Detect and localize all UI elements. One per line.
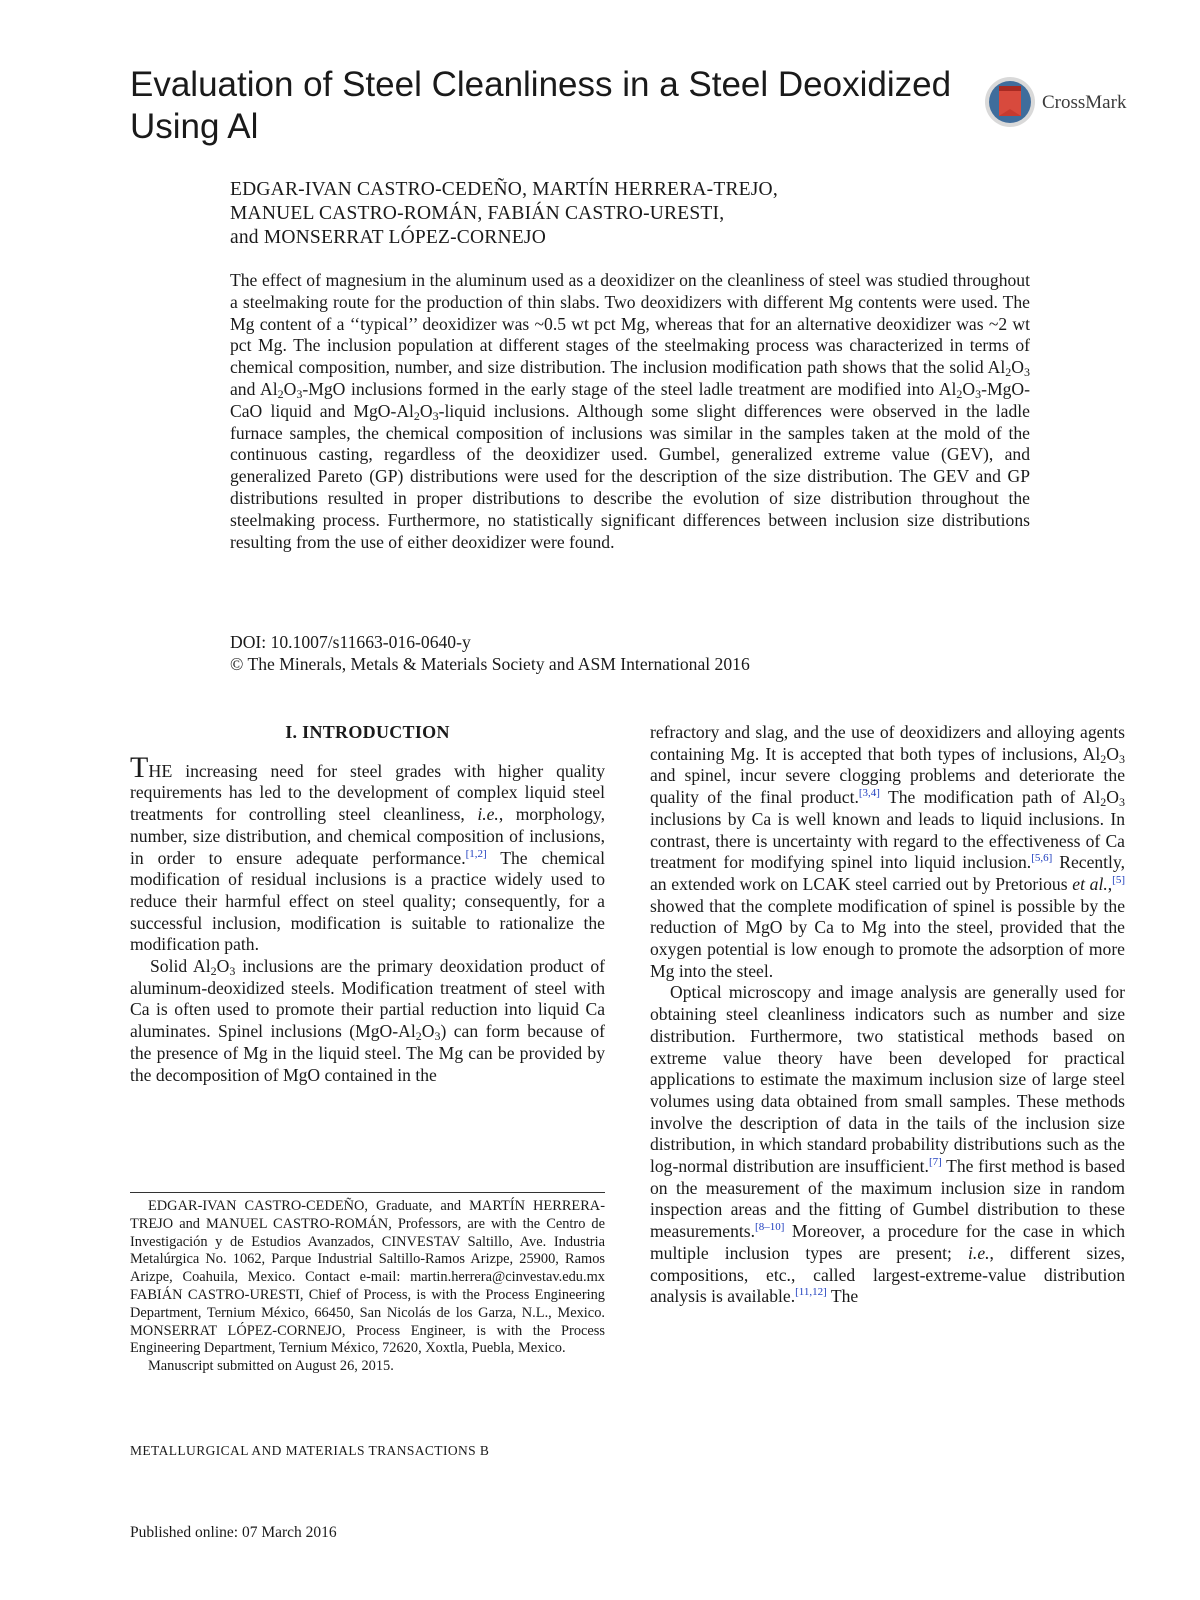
drop-cap: T — [130, 750, 149, 784]
author-line: and MONSERRAT LÓPEZ-CORNEJO — [230, 227, 546, 248]
copyright-line: © The Minerals, Metals & Materials Society and ASM International 2016 — [230, 654, 750, 674]
author-affiliations-footnote — [130, 1198, 605, 1376]
submission-date: Manuscript submitted on August 26, 2015. — [148, 1358, 394, 1375]
intro-paragraph: Solid $Al_2O_3$ inclusions are the primary deoxidation product of aluminum-deoxidized steels. Modification treatment of steel with Ca is often used to promote their partial reduction into liquid Ca aluminates. Spinel inclusions $(MgO-Al_2O_3)$ can form because of the presence of Mg in the liquid steel. The Mg can be provided by the decomposition of MgO contained in the — [130, 956, 605, 1085]
author-list — [230, 178, 1030, 250]
crossmark-label: CrossMark — [1042, 92, 1127, 113]
doi-block — [230, 631, 1030, 675]
citation-link[interactable]: [1,2] — [465, 847, 487, 860]
citation-link[interactable]: [5] — [1112, 873, 1125, 886]
intro-paragraph: THE increasing need for steel grades with higher quality requirements has led to the development of complex liquid steel treatments for controlling steel cleanliness, i.e., morphology, number, size distribution, and chemical composition of inclusions, in order to ensure adequate performance.[1,2] The chemical modification of residual inclusions is a practice widely used to reduce their harmful effect on steel quality; consequently, for a successful inclusion, modification is suitable to rationalize the modification path. — [130, 750, 605, 955]
doi-link[interactable]: DOI: 10.1007/s11663-016-0640-y — [230, 632, 471, 652]
abstract: The effect of magnesium in the aluminum used as a deoxidizer on the cleanliness of steel was studied throughout a steelmaking route for the production of thin slabs. Two deoxidizers with different Mg contents were used. The Mg content of a ‘‘typical’’ deoxidizer was ~0.5 wt pct Mg, whereas that for an alternative deoxidizer was ~2 wt pct Mg. The inclusion population at different stages of the steelmaking process was characterized in terms of chemical composition, number, and size distribution. The inclusion modification path shows that the solid $Al_2O_3$ and $Al_2O_3$-MgO inclusions formed in the early stage of the steel ladle treatment are modified into $Al_2O_3-MgO$-CaO liquid and MgO-$Al_2O_3$-liquid inclusions. Although some slight differences were observed in the ladle furnace samples, the chemical composition of inclusions was similar in the samples taken at the mold of the continuous casting, regardless of the deoxidizer used. Gumbel, generalized extreme value (GEV), and generalized Pareto (GP) distributions were used for the description of the size distribution. The GEV and GP distributions resulted in proper distributions to describe the evolution of size distribution throughout the steelmaking process. Furthermore, no statistically significant differences between inclusion size distributions resulting from the use of either deoxidizer were found. — [230, 270, 1030, 552]
citation-link[interactable]: [8–10] — [755, 1221, 785, 1234]
paper-title: Evaluation of Steel Cleanliness in a Steel Deoxidized Using Al — [130, 65, 952, 146]
author-line: EDGAR-IVAN CASTRO-CEDEÑO, MARTÍN HERRERA-TREJO, — [230, 179, 778, 200]
section-heading: I. INTRODUCTION — [285, 722, 450, 742]
crossmark-icon — [984, 76, 1036, 128]
author-line: MANUEL CASTRO-ROMÁN, FABIÁN CASTRO-URESTI, — [230, 203, 725, 224]
intro-paragraph: Optical microscopy and image analysis are generally used for obtaining steel cleanliness indicators such as number and size distribution. Furthermore, two statistical methods based on extreme value theory have been developed for practical applications to estimate the maximum inclusion size of large steel volumes using data obtained from small samples. These methods involve the description of data in the tails of the inclusion size distribution, in which standard probability distributions such as the log-normal distribution are insufficient.[7] The first method is based on the measurement of the maximum inclusion size in random inspection areas and the fitting of Gumbel distribution to these measurements.[8–10] Moreover, a procedure for the case in which multiple inclusion types are present; i.e., different sizes, compositions, etc., called largest-extreme-value distribution analysis is available.[11,12] The — [650, 982, 1125, 1307]
affiliation-text: EDGAR-IVAN CASTRO-CEDEÑO, Graduate, and MARTÍN HERRERA-TREJO and MANUEL CASTRO-ROMÁN, Professors, are with the Centro de Investigación y de Estudios Avanzados, CINVESTAV Saltillo, Ave. Industria Metalúrgica No. 1062, Parque Industrial Saltillo-Ramos Arizpe, 25900, Ramos Arizpe, Coahuila, Mexico. Contact e-mail: martin.herrera@cinvestav.edu.mx FABIÁN CASTRO-URESTI, Chief of Process, is with the Process Engineering Department, Ternium México, 66450, San Nicolás de los Garza, N.L., Mexico. MONSERRAT LÓPEZ-CORNEJO, Process Engineer, is with the Process Engineering Department, Ternium México, 72620, Xoxtla, Puebla, Mexico. — [130, 1198, 605, 1357]
citation-link[interactable]: [11,12] — [795, 1286, 827, 1299]
publication-date: Published online: 07 March 2016 — [130, 1524, 337, 1541]
citation-link[interactable]: [3,4] — [858, 787, 880, 800]
right-column — [650, 722, 1125, 1308]
crossmark-badge[interactable] — [984, 76, 1154, 132]
left-column — [130, 722, 605, 1086]
footnote-divider — [130, 1192, 605, 1193]
intro-paragraph: refractory and slag, and the use of deoxidizers and alloying agents containing Mg. It is accepted that both types of inclusions, $Al_2O_3$ and spinel, incur severe clogging problems and deteriorate the quality of the final product.[3,4] The modification path of $Al_2O_3$ inclusions by Ca is well known and leads to liquid inclusions. In contrast, there is uncertainty with regard to the effectiveness of Ca treatment for modifying spinel into liquid inclusion.[5,6] Recently, an extended work on LCAK steel carried out by Pretorious et al.,[5] showed that the complete modification of spinel is possible by the reduction of MgO by Ca to Mg into the steel, provided that the oxygen potential is low enough to promote the adsorption of more Mg into the steel. — [650, 722, 1126, 981]
citation-link[interactable]: [7] — [928, 1156, 942, 1169]
citation-link[interactable]: [5,6] — [1031, 852, 1053, 865]
journal-name: METALLURGICAL AND MATERIALS TRANSACTIONS B — [130, 1443, 490, 1458]
